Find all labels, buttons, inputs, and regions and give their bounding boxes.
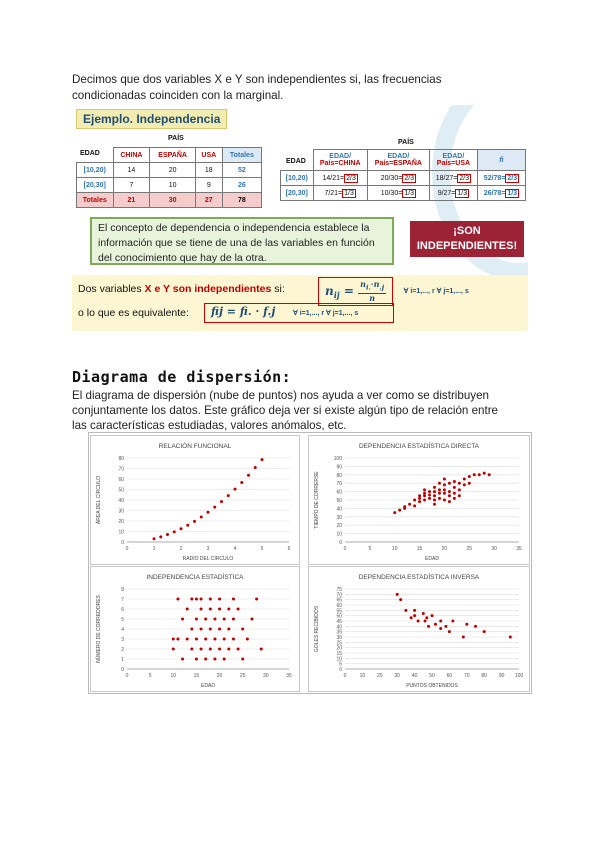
x-tick-label: 30 [263, 673, 269, 679]
x-tick-label: 10 [391, 546, 398, 552]
data-point [232, 638, 235, 641]
x-tick-label: 0 [125, 546, 129, 552]
chart-inverse-dependence [308, 566, 530, 692]
y-tick-label: 7 [121, 597, 124, 603]
data-point [458, 494, 461, 497]
y-axis-label: GOLES RECIBIDOS [314, 605, 320, 653]
table2-cell: 7/21= 1/3 [313, 186, 367, 201]
data-point [227, 494, 230, 497]
data-point [413, 614, 416, 617]
data-point [218, 608, 221, 611]
data-point [172, 638, 175, 641]
x-tick-label: 5 [368, 546, 372, 552]
data-point [213, 638, 216, 641]
table1-cell: 9 [195, 178, 222, 193]
x-tick-label: 60 [446, 673, 453, 679]
data-point [153, 537, 156, 540]
data-point [463, 478, 466, 481]
x-tick-label: 4 [233, 546, 237, 552]
x-tick-label: 80 [481, 673, 487, 679]
y-tick-label: 0 [121, 667, 124, 673]
x-tick-label: 15 [416, 546, 423, 552]
y-tick-label: 70 [336, 481, 342, 488]
x-tick-label: 10 [359, 673, 366, 679]
data-point [218, 598, 221, 601]
data-point [204, 618, 207, 621]
data-point [190, 648, 193, 651]
x-tick-label: 5 [148, 673, 152, 679]
y-tick-label: 8 [121, 587, 124, 593]
x-axis-label: EDAD [201, 683, 215, 689]
data-point [433, 503, 436, 506]
data-point [241, 628, 244, 631]
data-point [209, 648, 212, 651]
table1-cell: 30 [150, 193, 196, 208]
y-axis-label: ÁREA DEL CÍRCULO [96, 475, 102, 525]
data-point [428, 490, 431, 493]
table1-cell: 20 [150, 163, 196, 178]
chart-functional-relation [90, 435, 300, 565]
data-point [458, 482, 461, 485]
y-tick-label: 20 [118, 519, 124, 525]
table2-col: EDAD/ País=CHINA [313, 150, 367, 171]
y-tick-label: 4 [121, 627, 124, 633]
x-tick-label: 40 [411, 673, 418, 679]
table2-edad-label: EDAD [286, 158, 306, 165]
chart-direct-dependence [308, 435, 530, 565]
y-tick-label: 50 [336, 498, 342, 504]
data-point [427, 625, 430, 628]
table1-cell: 21 [113, 193, 150, 208]
data-point [453, 480, 456, 483]
data-point [204, 658, 207, 661]
data-point [403, 505, 406, 508]
data-point [443, 492, 446, 495]
data-point [247, 474, 250, 477]
x-tick-label: 35 [516, 546, 522, 552]
data-point [254, 466, 257, 469]
y-tick-label: 5 [121, 617, 124, 623]
table1-cell: 18 [195, 163, 222, 178]
data-point [207, 511, 210, 514]
data-point [448, 490, 451, 493]
section-paragraph-line-3: las características estudiadas, valores anómalos, etc. [72, 419, 347, 432]
data-point [209, 628, 212, 631]
data-point [473, 473, 476, 476]
data-point [448, 482, 451, 485]
data-point [195, 598, 198, 601]
data-point [186, 524, 189, 527]
data-point [463, 483, 466, 486]
data-point [433, 499, 436, 502]
data-point [478, 473, 481, 476]
data-point [200, 648, 203, 651]
table1-cell: 27 [195, 193, 222, 208]
data-point [428, 497, 431, 500]
data-point [200, 608, 203, 611]
data-point [453, 492, 456, 495]
data-point [433, 494, 436, 497]
data-point [438, 497, 441, 500]
example-slide [72, 105, 528, 331]
data-point [223, 618, 226, 621]
x-tick-label: 2 [179, 546, 183, 552]
data-point [483, 472, 486, 475]
data-point [218, 628, 221, 631]
table2-cell: 9/27= 1/3 [429, 186, 477, 201]
data-point [173, 530, 176, 533]
x-tick-label: 25 [239, 673, 246, 679]
data-point [227, 628, 230, 631]
y-tick-label: 10 [118, 529, 124, 536]
data-point [186, 608, 189, 611]
data-point [448, 630, 451, 633]
x-tick-label: 20 [216, 673, 223, 679]
data-point [408, 503, 411, 506]
data-point [200, 628, 203, 631]
table1-edad-label: EDAD [80, 150, 100, 157]
table2-cell: 20/30= 2/3 [367, 171, 429, 186]
y-tick-label: 50 [336, 613, 342, 620]
table2-cell: 52/78= 2/3 [477, 171, 525, 186]
data-point [433, 490, 436, 493]
data-point [240, 481, 243, 484]
data-point [444, 625, 447, 628]
x-axis-label: PUNTOS OBTENIDOS [406, 683, 458, 689]
data-point [180, 527, 183, 530]
data-point [195, 638, 198, 641]
data-point [413, 499, 416, 502]
x-tick-label: 30 [491, 546, 497, 552]
data-point [166, 533, 169, 536]
table2-col: EDAD/ País=USA [429, 150, 477, 171]
table1-col-totales: Totales [222, 148, 261, 163]
formula-fij-box: fij = fi. · f.j ∀ i=1,..., r ∀ j=1,..., s [204, 303, 394, 323]
data-point [227, 608, 230, 611]
y-tick-label: 2 [121, 647, 124, 653]
data-point [209, 608, 212, 611]
y-tick-label: 50 [118, 487, 124, 494]
x-tick-label: 1 [152, 546, 156, 552]
data-point [418, 494, 421, 497]
intro-line-2: condicionadas coinciden con la marginal. [72, 89, 284, 102]
data-point [431, 614, 434, 617]
data-point [453, 497, 456, 500]
data-point [443, 478, 446, 481]
table2-col: EDAD/ País=ESPAÑA [367, 150, 429, 171]
y-tick-label: 6 [121, 607, 124, 613]
y-tick-label: 10 [336, 656, 342, 663]
data-point [181, 618, 184, 621]
independent-badge: ¡SON INDEPENDIENTES! [410, 221, 524, 257]
y-tick-label: 30 [336, 514, 342, 521]
data-point [195, 658, 198, 661]
section-paragraph-line-2: conjuntamente los datos. Este gráfico deja ver si existe algún tipo de relación entre [72, 404, 498, 417]
x-tick-label: 35 [286, 673, 292, 679]
data-point [458, 488, 461, 491]
x-tick-label: 5 [260, 546, 264, 552]
data-point [424, 620, 427, 623]
data-point [172, 648, 175, 651]
data-point [181, 658, 184, 661]
data-point [237, 648, 240, 651]
data-point [404, 609, 407, 612]
x-tick-label: 90 [498, 673, 505, 679]
data-point [428, 493, 431, 496]
data-point [448, 500, 451, 503]
y-tick-label: 35 [336, 629, 342, 636]
data-point [246, 638, 249, 641]
chart-title: RELACIÓN FUNCIONAL [158, 443, 232, 450]
data-point [422, 612, 425, 615]
table2-col-fi: fi [477, 150, 525, 171]
x-tick-label: 10 [170, 673, 177, 679]
y-tick-label: 20 [336, 645, 342, 652]
y-tick-label: 60 [118, 477, 124, 483]
data-point [190, 628, 193, 631]
data-point [176, 638, 179, 641]
data-point [439, 627, 442, 630]
y-tick-label: 30 [118, 508, 124, 515]
data-point [193, 520, 196, 523]
data-point [261, 458, 264, 461]
y-tick-label: 90 [336, 464, 342, 471]
y-tick-label: 5 [339, 661, 342, 668]
x-tick-label: 0 [343, 673, 347, 679]
table1-cell: 78 [222, 193, 261, 208]
chart-title: DEPENDENCIA ESTADÍSTICA INVERSA [358, 574, 480, 581]
data-point [423, 499, 426, 502]
data-point [413, 504, 416, 507]
section-title: Diagrama de dispersión: [72, 368, 292, 386]
data-point [423, 492, 426, 495]
data-point [399, 598, 402, 601]
data-point [159, 535, 162, 538]
x-tick-label: 20 [377, 673, 383, 679]
data-point [393, 511, 396, 514]
data-point [443, 499, 446, 502]
y-tick-label: 40 [336, 506, 342, 513]
table1-col-espana: ESPAÑA [150, 148, 196, 163]
y-tick-label: 40 [118, 498, 124, 504]
frequency-table [76, 147, 262, 208]
data-point [465, 623, 468, 626]
data-point [423, 488, 426, 491]
data-point [232, 618, 235, 621]
x-tick-label: 20 [441, 546, 448, 552]
conditional-frequency-table [280, 149, 526, 201]
x-tick-label: 0 [125, 673, 129, 679]
table1-row-label: Totales [77, 193, 114, 208]
data-point [213, 618, 216, 621]
data-point [250, 618, 253, 621]
intro-line-1: Decimos que dos variables X e Y son independientes si, las frecuencias [72, 73, 442, 86]
table2-cell: 14/21= 2/3 [313, 171, 367, 186]
data-point [483, 630, 486, 633]
y-tick-label: 3 [121, 637, 124, 643]
y-tick-label: 40 [336, 624, 342, 631]
x-tick-label: 15 [193, 673, 200, 679]
y-tick-label: 45 [336, 619, 342, 625]
table1-pais-label: PAÍS [168, 135, 184, 142]
chart-statistical-independence [90, 566, 300, 692]
chart-title: INDEPENDENCIA ESTADÍSTICA [146, 574, 244, 581]
data-point [398, 509, 401, 512]
y-tick-label: 75 [336, 587, 342, 593]
data-point [213, 506, 216, 509]
data-point [190, 598, 193, 601]
x-axis-label: EDAD [425, 556, 439, 562]
data-point [237, 608, 240, 611]
table1-cell: 26 [222, 178, 261, 193]
data-point [204, 638, 207, 641]
y-tick-label: 0 [339, 667, 342, 673]
table2-cell: 26/78= 1/3 [477, 186, 525, 201]
table1-cell: 7 [113, 178, 150, 193]
table1-col-china: CHINA [113, 148, 150, 163]
data-point [176, 598, 179, 601]
y-tick-label: 0 [121, 540, 124, 546]
x-tick-label: 100 [514, 673, 524, 679]
data-point [234, 488, 237, 491]
data-point [468, 475, 471, 478]
x-tick-label: 25 [466, 546, 473, 552]
x-tick-label: 70 [464, 673, 470, 679]
y-tick-label: 80 [118, 456, 124, 462]
data-point [462, 636, 465, 639]
definition-line-1: Dos variables X e Y son independientes si: [78, 283, 285, 295]
table1-row-label: [20,30] [77, 178, 114, 193]
x-tick-label: 30 [394, 673, 400, 679]
data-point [220, 500, 223, 503]
data-point [413, 609, 416, 612]
data-point [509, 636, 512, 639]
y-axis-label: NÚMERO DE CORREDORES [96, 595, 102, 663]
data-point [232, 598, 235, 601]
y-tick-label: 20 [336, 523, 342, 530]
table2-row-label: [10,20) [281, 171, 314, 186]
y-tick-label: 80 [336, 472, 342, 479]
example-title: Ejemplo. Independencia [76, 109, 227, 129]
y-tick-label: 70 [336, 592, 342, 599]
data-point [218, 648, 221, 651]
data-point [410, 616, 413, 619]
x-axis-label: RADIO DEL CÍRCULO [182, 556, 234, 562]
data-point [438, 488, 441, 491]
data-point [451, 620, 454, 623]
table1-cell: 14 [113, 163, 150, 178]
data-point [439, 620, 442, 623]
y-tick-label: 100 [333, 456, 342, 462]
x-tick-label: 0 [343, 546, 347, 552]
data-point [223, 658, 226, 661]
dependence-concept-box: El concepto de dependencia o independencia establece la información que se tiene de una de las variables en función del conocimiento que hay de la otra. [90, 217, 394, 265]
data-point [425, 616, 428, 619]
x-tick-label: 6 [287, 546, 291, 552]
data-point [453, 486, 456, 489]
data-point [255, 598, 258, 601]
definition-line-2: o lo que es equivalente: [78, 307, 189, 319]
y-tick-label: 65 [336, 597, 342, 604]
table2-cell: 10/30= 1/3 [367, 186, 429, 201]
data-point [448, 494, 451, 497]
data-point [227, 648, 230, 651]
data-point [200, 598, 203, 601]
chart-title: DEPENDENCIA ESTADÍSTICA DIRECTA [358, 443, 480, 450]
data-point [488, 473, 491, 476]
y-tick-label: 0 [339, 540, 342, 546]
table1-cell: 10 [150, 178, 196, 193]
data-point [241, 658, 244, 661]
data-point [200, 516, 203, 519]
data-point [195, 618, 198, 621]
data-point [443, 483, 446, 486]
data-point [474, 625, 477, 628]
data-point [260, 648, 263, 651]
data-point [213, 658, 216, 661]
data-point [396, 593, 399, 596]
y-tick-label: 70 [118, 466, 124, 473]
table2-row-label: [20,30] [281, 186, 314, 201]
data-point [443, 488, 446, 491]
y-tick-label: 55 [336, 608, 342, 615]
data-point [468, 482, 471, 485]
data-point [186, 638, 189, 641]
table2-pais-label: PAÍS [398, 139, 414, 146]
y-tick-label: 25 [336, 640, 342, 647]
x-tick-label: 50 [429, 673, 435, 679]
data-point [418, 500, 421, 503]
table1-cell: 52 [222, 163, 261, 178]
table1-row-label: [10,20) [77, 163, 114, 178]
data-point [433, 486, 436, 489]
y-tick-label: 15 [336, 651, 342, 657]
data-point [417, 620, 420, 623]
y-tick-label: 60 [336, 489, 342, 496]
section-paragraph-line-1: El diagrama de dispersión (nube de puntos) nos ayuda a ver como se distribuyen [72, 389, 489, 402]
table2-cell: 18/27= 2/3 [429, 171, 477, 186]
y-tick-label: 1 [121, 657, 124, 663]
formula-nij-box: $n_{ij}$ = $\frac{n_{i.}\cdot n_{.j}}{n}$ ∀ i=1,..., r ∀ j=1,..., s [318, 277, 469, 306]
data-point [209, 598, 212, 601]
y-axis-label: TIEMPO DE CORRERSE [314, 471, 320, 529]
data-point [223, 638, 226, 641]
definition-panel [72, 275, 528, 331]
y-tick-label: 60 [336, 603, 342, 609]
data-point [438, 492, 441, 495]
x-tick-label: 3 [206, 546, 210, 552]
data-point [438, 482, 441, 485]
data-point [434, 623, 437, 626]
y-tick-label: 30 [336, 635, 342, 641]
y-tick-label: 10 [336, 531, 342, 538]
table1-col-usa: USA [195, 148, 222, 163]
